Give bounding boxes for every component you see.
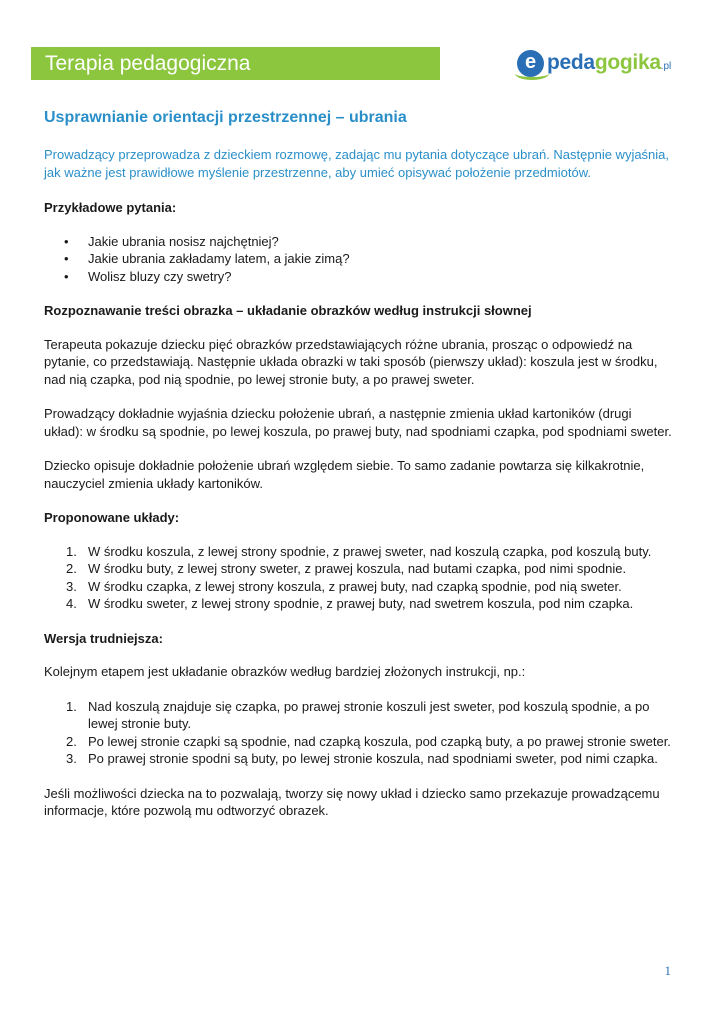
closing-paragraph: Jeśli możliwości dziecka na to pozwalają, tworzy się nowy układ i dziecko samo przekazuje prowadzącemu informacje, które pozwolą mu odtworzyć obrazek. <box>44 785 660 818</box>
questions-heading: Przykładowe pytania: <box>44 200 177 215</box>
logo-text-part-b: gogika <box>594 51 661 74</box>
logo-text-part-a: peda <box>547 51 595 74</box>
list-number: 4. <box>66 596 77 611</box>
proposed-list <box>44 543 674 613</box>
list-text: Po lewej stronie czapki są spodnie, nad czapką koszula, pod czapką buty, a po prawej stronie sweter. <box>88 733 671 749</box>
list-number: 2. <box>66 561 77 576</box>
recognition-paragraph: Prowadzący dokładnie wyjaśnia dziecku położenie ubrań, a następnie zmienia układ kartoników (drugi układ): w środku są spodnie, po lewej koszula, po prawej buty, nad spodniami czapka, pod spodniami sweter. <box>44 406 672 439</box>
list-item: • Jakie ubrania nosisz najchętniej? <box>44 233 674 251</box>
header-bar <box>31 47 440 80</box>
logo-wordmark <box>547 51 671 79</box>
epedagogika-logo[interactable] <box>517 50 682 78</box>
list-number: 3. <box>66 751 77 766</box>
page-number: 1 <box>664 963 671 978</box>
recognition-paragraph: Terapeuta pokazuje dziecku pięć obrazków przedstawiających różne ubrania, prosząc o odpowiedź na pytanie, co przedstawiają. Następnie układa obrazki w taki sposób (pierwszy układ): koszula jest w środku, nad nią czapka, pod nią spodnie, po lewej stronie buty, a po prawej sweter. <box>44 336 658 387</box>
list-item <box>44 543 674 561</box>
list-item <box>44 560 674 578</box>
list-number: 1. <box>66 698 77 714</box>
list-item <box>44 578 674 596</box>
list-text: Po prawej stronie spodni są buty, po lewej stronie koszula, nad spodniami sweter, pod nimi czapka. <box>88 751 658 766</box>
logo-e-badge-icon: e <box>517 50 544 77</box>
list-text: W środku czapka, z lewej strony koszula, z prawej buty, nad czapką spodnie, pod nią sweter. <box>88 578 622 594</box>
list-number: 1. <box>66 543 77 559</box>
list-text: W środku buty, z lewej strony sweter, z prawej koszula, nad butami czapka, pod nimi spodnie. <box>88 561 627 576</box>
harder-heading: Wersja trudniejsza: <box>44 630 163 646</box>
list-item <box>44 750 674 768</box>
list-item <box>44 595 674 613</box>
intro-paragraph: Prowadzący przeprowadza z dzieckiem rozmowę, zadając mu pytania dotyczące ubrań. Następnie wyjaśnia, jak ważne jest prawidłowe myślenie przestrzenne, aby umieć opisywać położenie przedmiotów. <box>44 147 670 180</box>
logo-suffix: .pl <box>660 61 672 72</box>
harder-list <box>44 698 674 768</box>
page-header-title: Terapia pedagogiczna <box>45 52 251 75</box>
recognition-paragraph: Dziecko opisuje dokładnie położenie ubrań względem siebie. To samo zadanie powtarza się kilkakrotnie, nauczyciel zmienia układy kartoników. <box>44 458 645 491</box>
list-text: W środku koszula, z lewej strony spodnie, z prawej sweter, nad koszulą czapka, pod koszulą buty. <box>88 543 652 559</box>
list-number: 3. <box>66 578 77 594</box>
list-item <box>44 698 674 733</box>
list-item: • Jakie ubrania zakładamy latem, a jakie zimą? <box>44 250 674 268</box>
list-text: Nad koszulą znajduje się czapka, po prawej stronie koszuli jest sweter, pod koszulą spodnie, a po lewej stronie buty. <box>88 698 650 731</box>
list-number: 2. <box>66 733 77 749</box>
questions-list <box>44 233 674 286</box>
list-item: • Wolisz bluzy czy swetry? <box>44 268 674 286</box>
harder-intro: Kolejnym etapem jest układanie obrazków według bardziej złożonych instrukcji, np.: <box>44 664 526 679</box>
document-body <box>44 108 674 837</box>
section-title: Usprawnianie orientacji przestrzennej – ubrania <box>44 109 407 126</box>
recognition-heading: Rozpoznawanie treści obrazka – układanie obrazków według instrukcji słownej <box>44 303 532 318</box>
list-item <box>44 733 674 751</box>
list-text: W środku sweter, z lewej strony spodnie, z prawej buty, nad swetrem koszula, pod nim czapka. <box>88 596 634 611</box>
proposed-heading: Proponowane układy: <box>44 510 180 525</box>
